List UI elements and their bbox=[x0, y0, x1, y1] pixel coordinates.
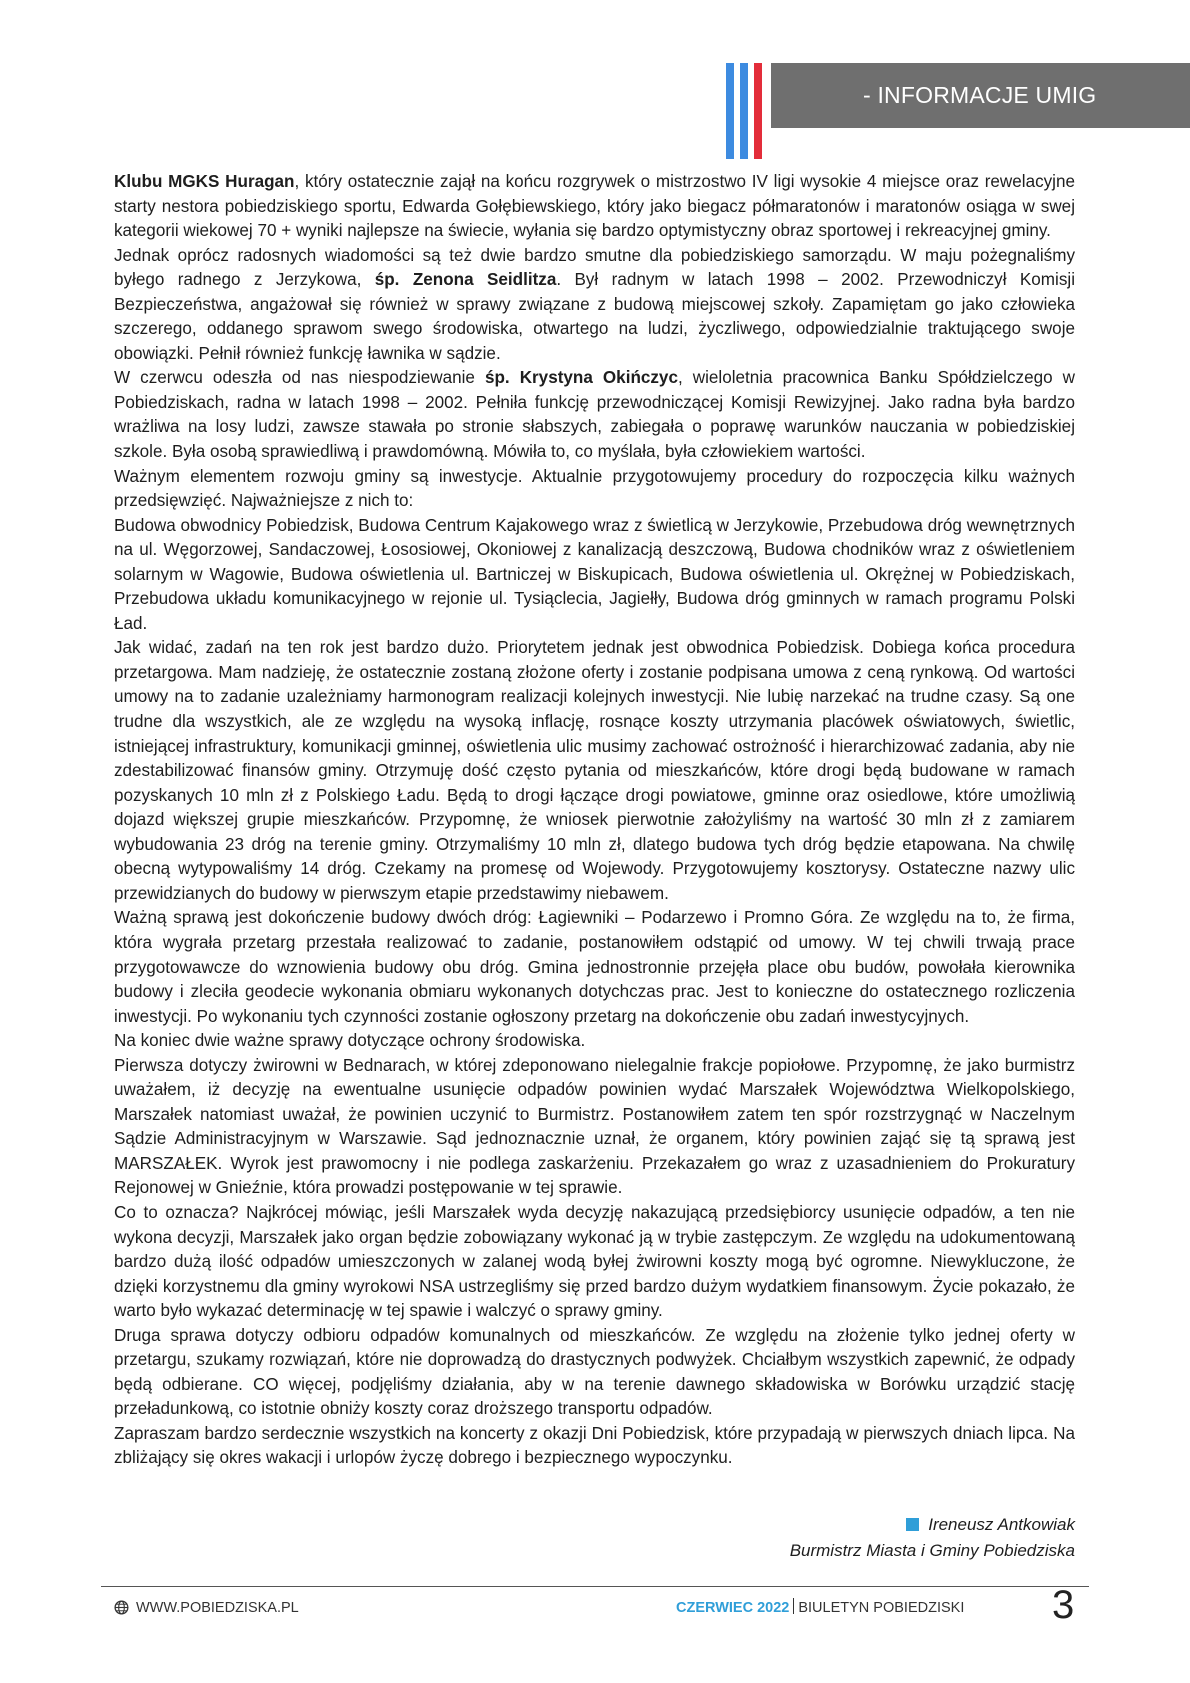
text-run: Ważną sprawą jest dokończenie budowy dwóch dróg: Łagiewniki – Podarzewo i Promno Góra. Ze względu na to, że firma, która wygrała przetarg przestała realizować to zadanie, postanowiłem odstąpić od umowy. W tej chwili trwają prace przygotowawcze do wznowienia budowy obu dróg. Gmina jednostronnie przejęła place obu budów, powołała kierownika budowy i zleciła geodecie wykonania obmiaru wykonanych dotychczas prac. Jest to konieczne do ostatecznego rozliczenia inwestycji. Po wykonaniu tych czynności zostanie ogłoszony przetarg na dokończenie obu zadań inwestycyjnych. bbox=[114, 908, 1075, 1026]
text-run: Budowa obwodnicy Pobiedzisk, Budowa Centrum Kajakowego wraz z świetlicą w Jerzykowie, Przebudowa dróg wewnętrznych na ul. Węgorzowej, Sandaczowej, Łososiowej, Okoniowej z kanalizacją deszczową, Budowa chodników wraz z oświetleniem solarnym w Wagowie, Budowa oświetlenia ul. Bartniczej w Biskupicach, Budowa oświetlenia ul. Okrężnej w Pobiedziskach, Przebudowa układu komunikacyjnego w rejonie ul. Tysiąclecia, Jagiełły, Budowa dróg gminnych w ramach programu Polski Ład. bbox=[114, 515, 1075, 633]
text-run: . Był radnym w latach 1998 – 2002. Przewodniczył Komisji Bezpieczeństwa, angażował się również w sprawy związane z budową miejscowej szkoły. Zapamiętam go jako człowieka szczerego, oddanego sprawom swego środowiska, otwartego na ludzi, życzliwego, odpowiedzialnie traktującego swoje obowiązki. Pełnił również funkcję ławnika w sądzie. bbox=[114, 270, 1075, 363]
signature-title: Burmistrz Miasta i Gminy Pobiedziska bbox=[789, 1541, 1075, 1560]
issue-date: CZERWIEC 2022 bbox=[676, 1600, 790, 1616]
square-marker-icon bbox=[906, 1518, 919, 1531]
bold-name: Klubu MGKS Huragan bbox=[114, 172, 295, 191]
text-run: Jak widać, zadań na ten rok jest bardzo dużo. Priorytetem jednak jest obwodnica Pobiedzisk. Dobiega końca procedura przetargowa. Mam nadzieję, że ostatecznie zostaną złożone oferty i zostanie podpisana umowa z ceną rynkową. Od wartości umowy na to zadanie uzależniamy harmonogram realizacji kolejnych inwestycji. Nie lubię narzekać na trudne czasy. Są one trudne dla wszystkich, ale ze względu na wysoką inflację, rosnące koszty utrzymania placówek oświatowych, świetlic, istniejącej infrastruktury, komunikacji gminnej, oświetlenia ulic musimy zachować ostrożność i hierarchizować zadania, aby nie zdestabilizować finansów gminy. Otrzymuję dość często pytania od mieszkańców, które drogi będą budowane w ramach pozyskanych 10 mln zł z Polskiego Ładu. Będą to drogi łączące drogi powiatowe, gminne oraz osiedlowe, które umożliwią dojazd większej grupie mieszkańców. Przypomnę, że wniosek pierwotnie założyliśmy na wartość 30 mln zł z zamiarem wybudowania 23 dróg na terenie gminy. Otrzymaliśmy 10 mln zł, dlatego budowa tych dróg będzie etapowana. Na chwilę obecną wytypowaliśmy 14 dróg. Czekamy na promesę od Wojewody. Przygotowujemy kosztorysy. Ostateczne nazwy ulic przewidzianych do budowy w pierwszym etapie przedstawimy niebawem. bbox=[114, 638, 1075, 903]
text-run: Zapraszam bardzo serdecznie wszystkich na koncerty z okazji Dni Pobiedzisk, które przypadają w pierwszych dniach lipca. Na zbliżający się okres wakacji i urlopów życzę dobrego i bezpiecznego wypoczynku. bbox=[114, 1423, 1075, 1468]
red-stripe bbox=[754, 63, 762, 159]
paragraph bbox=[114, 906, 1075, 1029]
signature-block bbox=[790, 1512, 1075, 1564]
website-link[interactable]: WWW.POBIEDZISKA.PL bbox=[136, 1600, 299, 1616]
text-run: Na koniec dwie ważne sprawy dotyczące ochrony środowiska. bbox=[114, 1031, 586, 1051]
globe-icon bbox=[114, 1600, 129, 1615]
signature-name: Ireneusz Antkowiak bbox=[928, 1515, 1075, 1534]
paragraph bbox=[114, 636, 1075, 906]
paragraph bbox=[114, 1201, 1075, 1324]
paragraph bbox=[114, 1324, 1075, 1422]
paragraph bbox=[114, 1054, 1075, 1201]
text-run: Co to oznacza? Najkrócej mówiąc, jeśli Marszałek wyda decyzję nakazującą przedsiębiorcy usunięcie odpadów, a ten nie wykona decyzji, Marszałek jako organ będzie zobowiązany wykonać ją w trybie zastępczym. Ze względu na udokumentowaną bardzo dużą ilość odpadów umieszczonych w zalanej wodą byłej żwirowni koszty mogą być ogromne. Niewykluczone, że dzięki korzystnemu dla gminy wyrokowi NSA ustrzegliśmy się przed bardzo dużym wydatkiem finansowym. Życie pokazało, że warto było wykazać determinację w tej spawie i walczyć o sprawy gminy. bbox=[114, 1202, 1075, 1321]
blue-stripe bbox=[740, 63, 748, 159]
footer-divider bbox=[101, 1586, 1089, 1587]
paragraph bbox=[114, 514, 1075, 637]
paragraph bbox=[114, 1029, 1075, 1054]
text-run: W czerwcu odeszła od nas niespodziewanie bbox=[114, 368, 485, 388]
article-body bbox=[114, 170, 1075, 1471]
header-stripes bbox=[726, 63, 770, 159]
text-run: Jednak oprócz radosnych wiadomości są też dwie bardzo smutne dla pobiedziskiego samorządu. W maju pożegnaliśmy byłego radnego z Jerzykowa, bbox=[114, 245, 1075, 290]
section-header bbox=[771, 63, 1190, 128]
blue-stripe bbox=[726, 63, 734, 159]
bold-name: śp. Krystyna Okińczyc bbox=[484, 368, 678, 388]
section-title: - INFORMACJE UMIG bbox=[863, 82, 1097, 108]
paragraph bbox=[114, 1422, 1075, 1471]
paragraph bbox=[114, 170, 1075, 244]
footer-website[interactable] bbox=[114, 1598, 299, 1618]
paragraph bbox=[114, 244, 1075, 367]
text-run: , który ostatecznie zajął na końcu rozgrywek o mistrzostwo IV ligi wysokie 4 miejsce oraz rewelacyjne starty nestora pobiedziskiego sportu, Edwarda Gołębiewskiego, który jako biegacz półmaratonów i maratonów osiąga w swej kategorii wiekowej 70 + wyniki najlepsze na świecie, wyłania się bardzo optymistyczny obraz sportowej i rekreacyjnej gminy. bbox=[114, 172, 1075, 241]
text-run: Druga sprawa dotyczy odbioru odpadów komunalnych od mieszkańców. Ze względu na złożenie tylko jednej oferty w przetargu, szukamy rozwiązań, które nie doprowadzą do drastycznych podwyżek. Chciałbym wszystkich zapewnić, że odpady będą odbierane. CO więcej, podjęliśmy działania, aby w na terenie dawnego składowiska w Borówku urządzić stację przeładunkową, co istotnie obniży koszty coraz droższego transportu odpadów. bbox=[114, 1325, 1075, 1419]
text-run: , wieloletnia pracownica Banku Spółdzielczego w Pobiedziskach, radna w latach 1998 – 2002. Pełniła funkcję przewodniczącej Komisji Rewizyjnej. Jako radna była bardzo wrażliwa na losy ludzi, zawsze stawała po stronie słabszych, zabiegała o poprawę warunków nauczania w pobiedziskiej szkole. Była osobą sprawiedliwą i prawdomówną. Mówiła to, co myślała, była człowiekiem wartości. bbox=[114, 368, 1075, 462]
signature-name-line bbox=[790, 1512, 1075, 1538]
bulletin-name: BIULETYN POBIEDZISKI bbox=[798, 1600, 965, 1616]
footer-separator bbox=[793, 1598, 794, 1614]
paragraph bbox=[114, 465, 1075, 514]
page-number: 3 bbox=[1052, 1583, 1075, 1627]
paragraph bbox=[114, 366, 1075, 464]
footer-issue bbox=[676, 1598, 964, 1618]
text-run: Pierwsza dotyczy żwirowni w Bednarach, w której zdeponowano nielegalnie frakcje popiołowe. Przypomnę, że jako burmistrz uważałem, iż decyzję na ewentualne usunięcie odpadów powinien wydać Marszałek Województwa Wielkopolskiego, Marszałek natomiast uważał, że powinien uczynić to Burmistrz. Postanowiłem zatem ten spór rozstrzygnąć w Naczelnym Sądzie Administracyjnym w Warszawie. Sąd jednoznacznie uznał, że organem, który powinien zająć się tą sprawą jest MARSZAŁEK. Wyrok jest prawomocny i nie podlega zaskarżeniu. Przekazałem go wraz z uzasadnieniem do Prokuratury Rejonowej w Gnieźnie, która prowadzi postępowanie w tej sprawie. bbox=[114, 1055, 1075, 1198]
bold-name: śp. Zenona Seidlitza bbox=[374, 270, 557, 290]
text-run: Ważnym elementem rozwoju gminy są inwestycje. Aktualnie przygotowujemy procedury do rozpoczęcia kilku ważnych przedsięwzięć. Najważniejsze z nich to: bbox=[114, 466, 1075, 511]
